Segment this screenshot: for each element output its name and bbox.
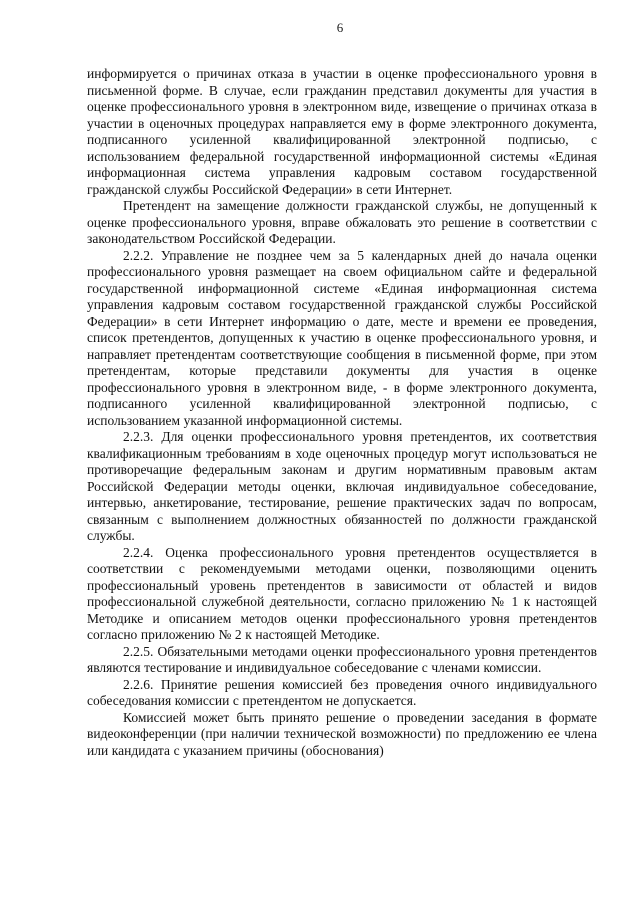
paragraph-2-2-2: 2.2.2. Управление не позднее чем за 5 календарных дней до начала оценки профессионального уровня размещает на своем официальном сайте и федеральной государственной информационной системе «Единая информационная система управления кадровым составом государственной гражданской службы Российской Федерации» в сети Интернет информацию о дате, месте и времени ее проведения, список претендентов, допущенных к участию в оценке профессионального уровня, и направляет претендентам соответствующие сообщения в письменной форме, при этом претендентам, которые представили документы для участия в оценке профессионального уровня в электронном виде, - в форме электронного документа, подписанного усиленной квалифицированной электронной подписью, с использованием указанной информационной системы. <box>87 247 597 428</box>
paragraph-2-2-4: 2.2.4. Оценка профессионального уровня претендентов осуществляется в соответствии с рекомендуемыми методами оценки, позволяющими оценить профессиональный уровень претендентов в зависимости от областей и видов профессиональной служебной деятельности, согласно приложению № 1 к настоящей Методике и описанием методов оценки профессионального уровня претендентов согласно приложению № 2 к настоящей Методике. <box>87 544 597 642</box>
paragraph-2-2-6: 2.2.6. Принятие решения комиссией без проведения очного индивидуального собеседования комиссии с претендентом не допускается. <box>87 676 597 708</box>
paragraph-2-2-3: 2.2.3. Для оценки профессионального уровня претендентов, их соответствия квалификационным требованиям в ходе оценочных процедур могут использоваться не противоречащие федеральным законам и другим нормативным правовым актам Российской Федерации методы оценки, включая индивидуальное собеседование, интервью, анкетирование, тестирование, решение практических задач по вопросам, связанным с выполнением должностных обязанностей по должности гражданской службы. <box>87 429 597 543</box>
page-number: 6 <box>336 20 344 35</box>
paragraph-videoconference: Комиссией может быть принято решение о проведении заседания в формате видеоконференции (при наличии технической возможности) по предложению ее члена или кандидата с указанием причины (обоснования) <box>87 709 597 758</box>
document-body <box>87 66 597 759</box>
paragraph-refusal-notice: информируется о причинах отказа в участии в оценке профессионального уровня в письменной форме. В случае, если гражданин представил документы для участия в оценке профессионального уровня в электронном виде, извещение о причинах отказа в участии в оценочных процедурах направляется ему в форме электронного документа, подписанного усиленной квалифицированной электронной подписью, с использованием федеральной государственной информационной системы «Единая информационная система управления кадровым составом государственной гражданской службы Российской Федерации» в сети Интернет. <box>87 66 597 197</box>
paragraph-2-2-5: 2.2.5. Обязательными методами оценки профессионального уровня претендентов являются тестирование и индивидуальное собеседование с членами комиссии. <box>87 643 597 675</box>
paragraph-appeal-right: Претендент на замещение должности гражданской службы, не допущенный к оценке профессионального уровня, вправе обжаловать это решение в соответствии с законодательством Российской Федерации. <box>87 198 597 246</box>
